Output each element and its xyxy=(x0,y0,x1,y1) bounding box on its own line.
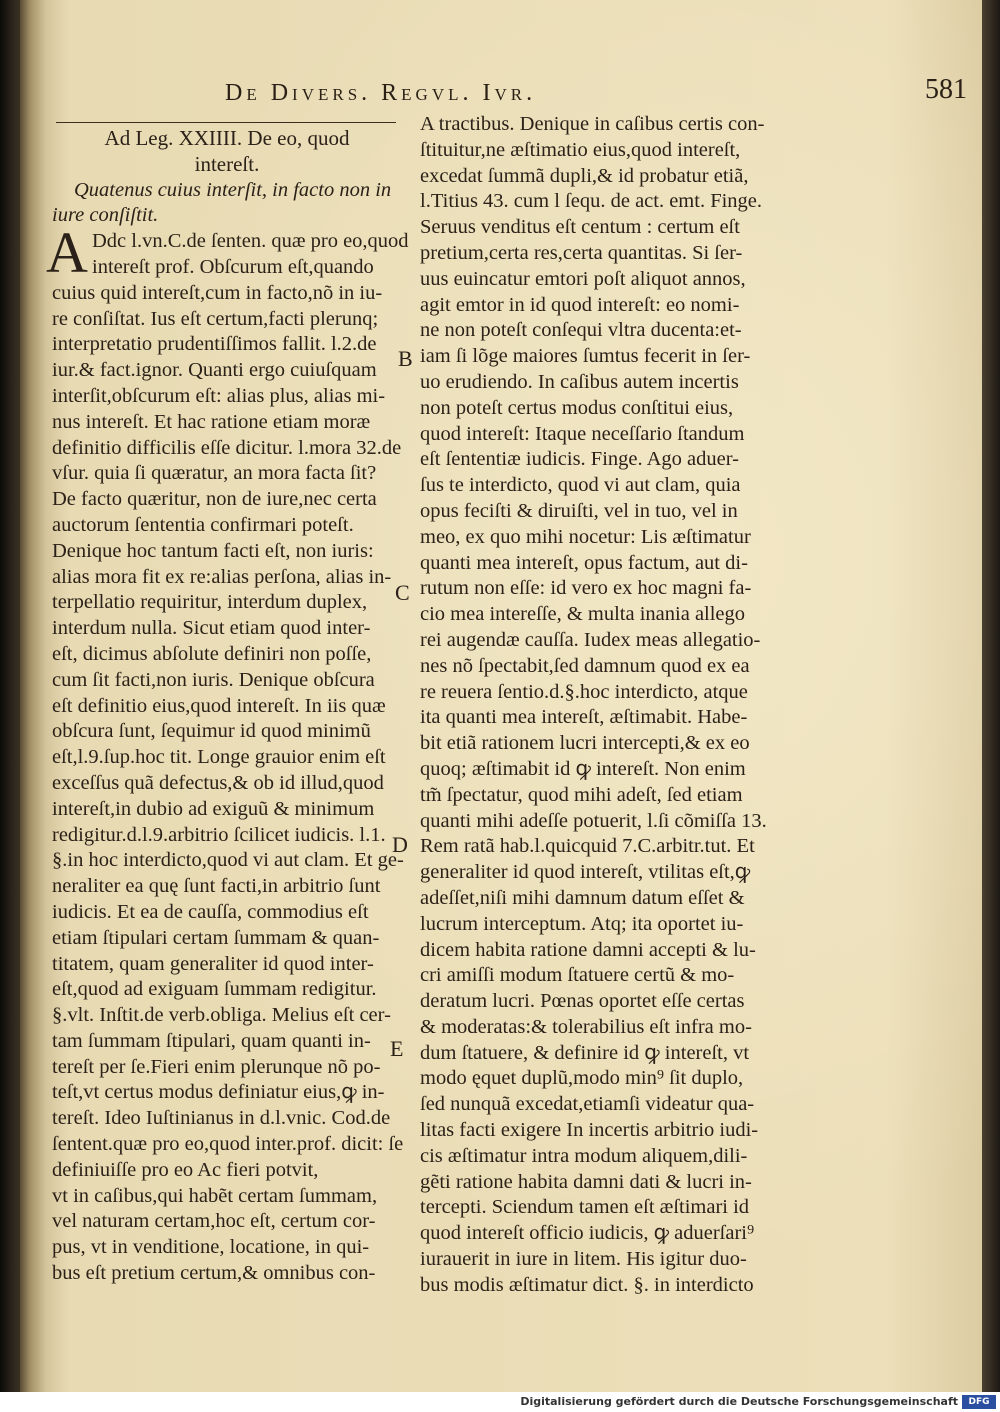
margin-marker-d: D xyxy=(392,832,408,857)
text-line: dum ſtatuere, & definire id ꝙ intereſt, vt xyxy=(420,1041,750,1064)
text-line: Ddc l.vn.C.de ſenten. quæ pro eo,quod xyxy=(92,230,409,253)
text-line: De facto quæritur, non de iure,nec certa xyxy=(52,488,377,511)
text-line: Denique hoc tantum facti eſt, non iuris: xyxy=(52,539,374,562)
text-line: Rem ratã hab.l.quicquid 7.C.arbitr.tut. Et xyxy=(420,835,755,858)
text-line: dicem habita ratione damni accepti & lu- xyxy=(420,938,756,961)
text-line: eſt ſententiæ iudicis. Finge. Ago aduer- xyxy=(420,448,739,471)
text-line: definiuiſſe pro eo Ac fieri potvit, xyxy=(52,1158,319,1181)
margin-marker-b: B xyxy=(398,346,413,371)
text-line: l.Titius 43. cum l ſequ. de act. emt. Finge. xyxy=(420,190,763,213)
text-line: tm̃ ſpectatur, quod mihi adeſt, ſed etiam xyxy=(420,783,743,806)
scan-right-edge xyxy=(982,0,1000,1392)
text-line: ſed nunquã excedat,etiamſi videatur qua- xyxy=(420,1093,755,1116)
text-line: definitio difficilis eſſe dicitur. l.mora 32.de xyxy=(52,436,402,459)
text-line: obſcura ſunt, ſequimur id quod minimũ xyxy=(52,720,371,743)
text-line: iudicis. Et ea de cauſſa, commodius eſt xyxy=(52,900,369,923)
text-line: quoq; æſtimabit id ꝙ intereſt. Non enim xyxy=(420,757,746,780)
text-line: uo erudiendo. In caſibus autem incertis xyxy=(420,370,739,393)
text-line: intereſt,in dubio ad exiguũ & minimum xyxy=(52,797,375,820)
text-line: quanti mihi adeſſe potuerit, l.ſi cõmiſſa 13. xyxy=(420,809,767,832)
text-line: vſur. quia ſi quæratur, an mora facta ſit? xyxy=(52,462,377,485)
text-line: vel naturam certam,hoc eſt, certum cor- xyxy=(52,1210,376,1233)
text-line: cuius quid intereſt,cum in facto,nõ in iu- xyxy=(52,281,383,304)
text-line: bus modis æſtimatur dict. §. in interdicto xyxy=(420,1273,754,1296)
text-line: pretium,certa res,certa quantitas. Si ſer- xyxy=(420,241,743,264)
text-line: eſt definitio eius,quod intereſt. In iis quæ xyxy=(52,694,386,717)
text-line: modo ęquet duplũ,modo min⁹ ſit duplo, xyxy=(420,1067,744,1090)
running-title: De Divers. Regvl. Ivr. xyxy=(225,80,537,106)
text-line: exceſſus quã defectus,& ob id illud,quod xyxy=(52,771,384,794)
text-line: cio mea intereſſe, & multa inania allego xyxy=(420,603,746,626)
text-line: iam ſi lõge maiores ſumtus fecerit in ſer- xyxy=(420,345,751,368)
text-line: generaliter id quod intereſt, vtilitas eſt,ꝙ xyxy=(420,861,751,884)
text-line: ne non poteſt conſequi vltra ducenta:et- xyxy=(420,319,742,342)
text-line: cum ſit facti,non iuris. Denique obſcura xyxy=(52,668,375,691)
footer-bar xyxy=(0,1392,1000,1412)
text-line: auctorum ſententia confirmari poteſt. xyxy=(52,513,354,536)
text-line: re conſiſtat. Ius eſt certum,facti plerunq; xyxy=(52,307,379,330)
text-line: interſit,obſcurum eſt: alias plus, alias mi- xyxy=(52,384,386,407)
text-line: tereſt. Ideo Iuſtinianus in d.l.vnic. Cod.de xyxy=(52,1107,391,1130)
text-line: bit etiã rationem lucri intercepti,& ex eo xyxy=(420,732,750,755)
text-line: ita quanti mea intereſt, æſtimabit. Habe- xyxy=(420,706,748,729)
text-line: ſus te interdicto, quod vi aut clam, quia xyxy=(420,474,741,497)
text-line: intereſt prof. Obſcurum eſt,quando xyxy=(92,255,374,278)
text-line: quanti mea intereſt, opus factum, aut di- xyxy=(420,551,748,574)
text-line: teſt,vt certus modus definiatur eius,ꝙ in- xyxy=(52,1081,385,1104)
section-title: intereſt. xyxy=(194,151,260,176)
page-number: 581 xyxy=(925,74,967,105)
text-line: eſt,quod ad exiguam ſummam redigitur. xyxy=(52,978,377,1001)
text-line: re reuera ſentio.d.§.hoc interdicto, atque xyxy=(420,680,748,703)
text-line: ſentent.quæ pro eo,quod inter.prof. dicit: ſe xyxy=(52,1133,404,1156)
text-line: eſt,l.9.ſup.hoc tit. Longe grauior enim eſt xyxy=(52,746,386,769)
text-line: non poteſt certus modus conſtitui eius, xyxy=(420,396,734,419)
text-line: alias mora fit ex re:alias perſona, alias in- xyxy=(52,565,392,588)
section-subtitle: Quatenus cuius interſit, in facto non in xyxy=(74,178,392,201)
header-rule xyxy=(56,122,396,123)
text-line: lucrum interceptum. Atq; ita oportet iu- xyxy=(420,912,744,935)
dfg-logo: DFG xyxy=(962,1395,996,1409)
text-line: titatem, quam generaliter id quod inter- xyxy=(52,952,374,975)
text-line: ſtituitur,ne æſtimatio eius,quod intereſt, xyxy=(420,138,741,161)
text-line: litas facti exigere In incertis arbitrio iudi- xyxy=(420,1119,759,1142)
text-line: §.in hoc interdicto,quod vi aut clam. Et ge- xyxy=(52,849,404,872)
text-line: & moderatas:& tolerabilius eſt infra mo- xyxy=(420,1015,752,1038)
text-line: tam ſummam ſtipulari, quam quanti in- xyxy=(52,1029,371,1052)
scan-left-edge xyxy=(0,0,20,1392)
text-line: redigitur.d.l.9.arbitrio ſcilicet iudicis. l.1. xyxy=(52,823,386,846)
text-line: vt in caſibus,qui habẽt certam ſummam, xyxy=(52,1184,378,1207)
text-line: etiam ſtipulari certam ſummam & quan- xyxy=(52,926,380,949)
text-line: Seruus venditus eſt centum : certum eſt xyxy=(420,216,740,239)
text-line: opus feciſti & diruiſti, vel in tuo, vel in xyxy=(420,499,738,522)
section-subtitle: iure conſiſtit. xyxy=(52,204,159,227)
margin-marker-e: E xyxy=(390,1036,404,1061)
text-line: nes nõ ſpectabit,ſed damnum quod ex ea xyxy=(420,654,750,677)
right-column xyxy=(420,112,770,1299)
text-line: tercepti. Sciendum tamen eſt æſtimari id xyxy=(420,1196,750,1219)
text-line: iur.& fact.ignor. Quanti ergo cuiuſquam xyxy=(52,359,377,382)
text-line: rei augendæ cauſſa. Iudex meas allegatio- xyxy=(420,628,761,651)
text-line: cis æſtimatur intra modum aliquem,dili- xyxy=(420,1144,748,1167)
text-line: excedat ſummã dupli,& id probatur etiã, xyxy=(420,164,749,187)
section-title: Ad Leg. XXIIII. De eo, quod xyxy=(104,126,350,150)
text-line: nus intereſt. Et hac ratione etiam moræ xyxy=(52,410,371,433)
text-line: uus euincatur emtori poſt aliquot annos, xyxy=(420,267,746,290)
funding-credit: Digitalisierung gefördert durch die Deutsche Forschungsgemeinschaft xyxy=(520,1395,958,1408)
text-line: interdum nulla. Sicut etiam quod inter- xyxy=(52,617,371,640)
text-line: §.vlt. Inſtit.de verb.obliga. Melius eſt cer- xyxy=(52,1004,391,1027)
text-line: deratum lucri. Pœnas oportet eſſe certas xyxy=(420,990,745,1013)
text-line: quod intereſt officio iudicis, ꝙ aduerſari⁹ xyxy=(420,1222,755,1245)
text-line: eſt, dicimus abſolute definiri non poſſe, xyxy=(52,642,372,665)
text-line: rutum non eſſe: id vero ex hoc magni fa- xyxy=(420,577,752,600)
text-line: A tractibus. Denique in caſibus certis con- xyxy=(420,113,765,135)
text-line: interpretatio prudentiſſimos fallit. l.2.de xyxy=(52,333,377,356)
drop-capital: A xyxy=(46,220,88,285)
text-line: adeſſet,niſi mihi damnum datum eſſet & xyxy=(420,886,745,909)
text-line: terpellatio requiritur, interdum duplex, xyxy=(52,591,368,614)
left-column xyxy=(52,126,409,1287)
text-line: meo, ex quo mihi nocetur: Lis æſtimatur xyxy=(420,525,751,548)
text-line: iurauerit in iure in litem. His igitur duo- xyxy=(420,1248,747,1271)
margin-marker-c: C xyxy=(395,580,410,605)
text-line: gẽti ratione habita damni dati & lucri in- xyxy=(420,1170,752,1193)
text-line: agit emtor in id quod intereſt: eo nomi- xyxy=(420,293,740,316)
text-line: neraliter ea quę ſunt facti,in arbitrio ſunt xyxy=(52,875,381,898)
text-line: bus eſt pretium certum,& omnibus con- xyxy=(52,1262,376,1285)
text-line: quod intereſt: Itaque neceſſario ſtandum xyxy=(420,422,745,445)
text-line: pus, vt in venditione, locatione, in qui- xyxy=(52,1236,370,1259)
text-line: tereſt per ſe.Fieri enim plerunque nõ po- xyxy=(52,1055,381,1078)
text-line: cri amiſſi modum ſtatuere certũ & mo- xyxy=(420,964,735,987)
